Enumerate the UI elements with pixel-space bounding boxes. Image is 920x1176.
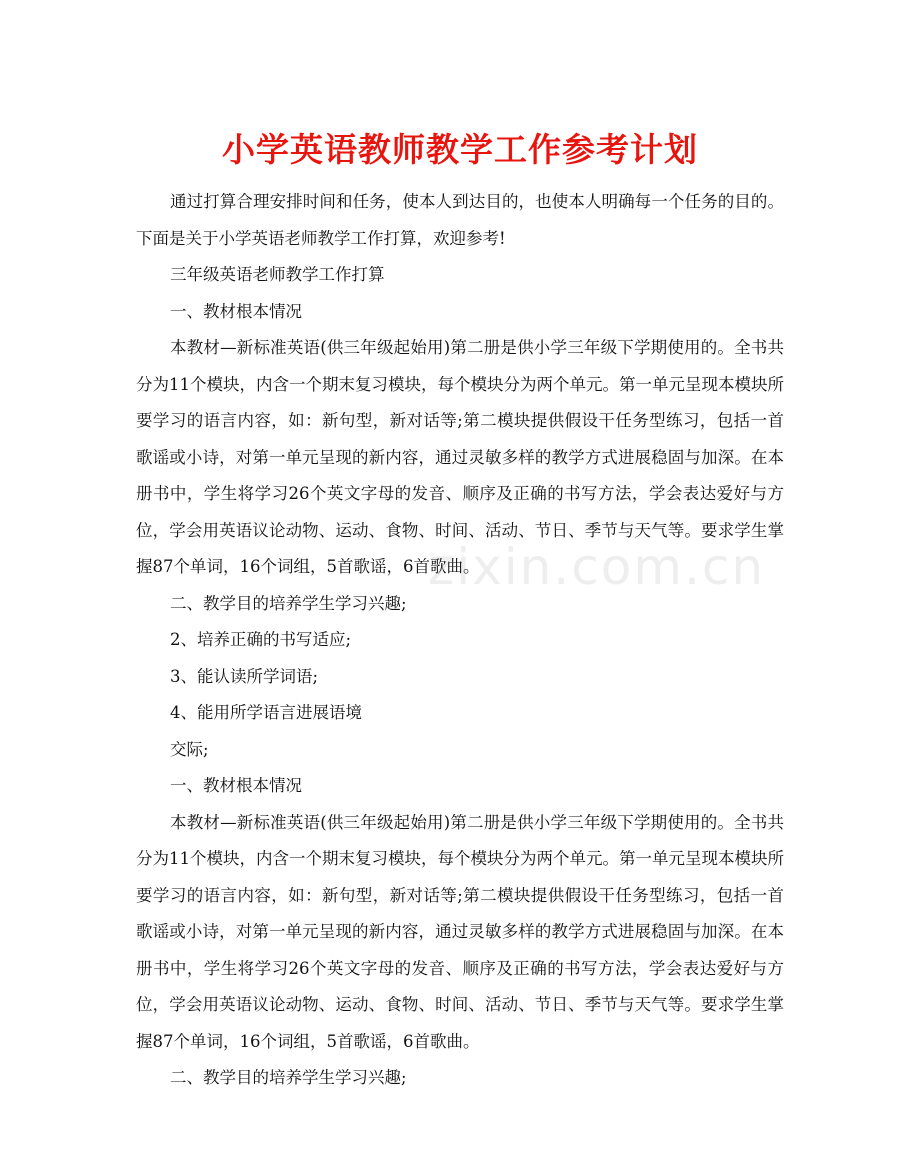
paragraph-goal-4: 4、能用所学语言进展语境 [170,703,362,722]
paragraph-textbook-body: 本教材—新标准英语(供三年级起始用)第二册是供小学三年级下学期使用的。全书共分为11个模块，内含一个期末复习模块，每个模块分为两个单元。第一单元呈现本模块所要学习的语言内容，如：新句型，新对话等;第二模块提供假设干任务型练习，包括一首歌谣或小诗，对第一单元呈现的新内容，通过灵敏多样的教学方式进展稳固与加深。在本册书中，学生将学习26个英文字母的发音、顺序及正确的书写方法，学会表达爱好与方位，学会用英语议论动物、运动、食物、时间、活动、节日、季节与天气等。要求学生掌握87个单词，16个词组，5首歌谣，6首歌曲。 [136,338,784,576]
watermark: zixin.com.cn [428,538,766,596]
paragraph-section-textbook: 一、教材根本情况 [170,301,302,321]
paragraph-intro: 通过打算合理安排时间和任务，使本人到达目的，也使本人明确每一个任务的目的。下面是关于小学英语老师教学工作打算，欢迎参考! [136,192,784,248]
paragraph-section-goals: 二、教学目的培养学生学习兴趣; [170,593,407,613]
paragraph-heading-plan: 三年级英语老师教学工作打算 [170,265,385,284]
document-title: 小学英语教师教学工作参考计划 [222,130,698,169]
paragraph-goal-4-cont: 交际; [170,739,209,759]
paragraph-goal-3: 3、能认读所学词语; [170,666,319,686]
paragraph-section-goals-repeat: 二、教学目的培养学生学习兴趣; [170,1068,407,1087]
paragraph-textbook-body-repeat: 本教材—新标准英语(供三年级起始用)第二册是供小学三年级下学期使用的。全书共分为11个模块，内含一个期末复习模块，每个模块分为两个单元。第一单元呈现本模块所要学习的语言内容，如：新句型，新对话等;第二模块提供假设干任务型练习，包括一首歌谣或小诗，对第一单元呈现的新内容，通过灵敏多样的教学方式进展稳固与加深。在本册书中，学生将学习26个英文字母的发音、顺序及正确的书写方法，学会表达爱好与方位，学会用英语议论动物、运动、食物、时间、活动、节日、季节与天气等。要求学生掌握87个单词，16个词组，5首歌谣，6首歌曲。 [136,812,784,1051]
paragraph-section-textbook-repeat: 一、教材根本情况 [170,776,302,795]
paragraph-goal-2: 2、培养正确的书写适应; [170,630,352,649]
